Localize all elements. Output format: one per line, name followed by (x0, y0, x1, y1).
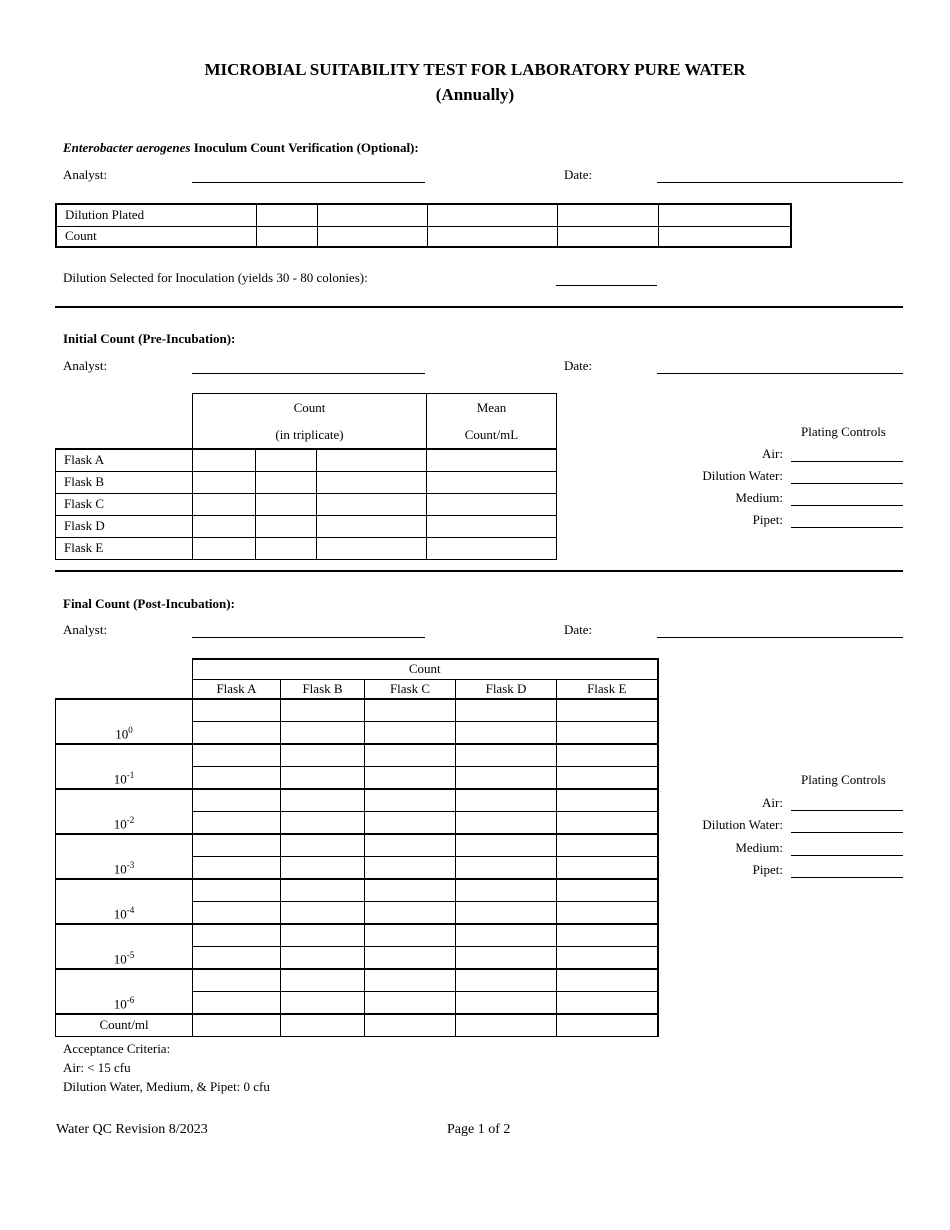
count-cell[interactable] (193, 879, 281, 902)
count-cell[interactable] (365, 744, 456, 767)
inoculum-analyst-field[interactable] (192, 182, 425, 183)
count-per-ml-cell[interactable] (365, 1014, 456, 1036)
table-row (56, 471, 557, 493)
final-control-pipet-label: Pipet: (752, 862, 783, 877)
footer-revision: Water QC Revision 8/2023 (56, 1122, 208, 1137)
count-cell[interactable] (557, 744, 658, 767)
count-cell[interactable] (365, 699, 456, 722)
count-cell[interactable] (658, 226, 791, 247)
initial-date-field[interactable] (657, 373, 903, 374)
count-cell[interactable] (317, 515, 427, 537)
page-subtitle: (Annually) (435, 85, 515, 104)
flask-c-header: Flask C (365, 679, 456, 699)
count-cell[interactable] (193, 924, 281, 947)
count-per-ml-label: Count/ml (56, 1014, 193, 1036)
flask-e-header: Flask E (557, 679, 658, 699)
final-control-dilution-water-label: Dilution Water: (702, 817, 783, 832)
table-header-row (56, 394, 557, 450)
footer-page-number: Page 1 of 2 (447, 1122, 511, 1137)
table-row (56, 493, 557, 515)
dilution-label: $10^{-6}$ (56, 969, 193, 1014)
flask-a-header: Flask A (193, 679, 281, 699)
count-cell[interactable] (256, 537, 317, 559)
count-cell[interactable] (456, 812, 557, 835)
count-cell[interactable] (193, 744, 281, 767)
count-cell[interactable] (365, 947, 456, 970)
initial-plating-controls-title: Plating Controls (801, 424, 886, 439)
initial-control-medium-field[interactable] (791, 505, 903, 506)
count-cell[interactable] (281, 812, 365, 835)
acceptance-criteria-other: Dilution Water, Medium, & Pipet: 0 cfu (63, 1079, 270, 1094)
mean-count-header: Mean Count/mL (427, 394, 557, 450)
count-cell[interactable] (456, 834, 557, 857)
count-cell[interactable] (281, 902, 365, 925)
final-control-pipet-field[interactable] (791, 877, 903, 878)
mean-cell[interactable] (427, 537, 557, 559)
table-row (56, 537, 557, 559)
count-cell[interactable] (365, 834, 456, 857)
acceptance-criteria-air: Air: < 15 cfu (63, 1060, 131, 1075)
count-cell[interactable] (456, 767, 557, 790)
final-control-air-field[interactable] (791, 810, 903, 811)
count-cell[interactable] (281, 699, 365, 722)
acceptance-criteria-title: Acceptance Criteria: (63, 1041, 171, 1056)
count-cell[interactable] (557, 226, 658, 247)
table-row (56, 924, 658, 947)
count-cell[interactable] (365, 879, 456, 902)
final-heading: Final Count (Post-Incubation): (63, 596, 235, 611)
dilution-plated-cell[interactable] (317, 204, 427, 226)
count-cell[interactable] (193, 812, 281, 835)
count-cell[interactable] (456, 902, 557, 925)
count-cell[interactable] (365, 992, 456, 1015)
count-cell[interactable] (193, 537, 256, 559)
count-cell[interactable] (256, 226, 317, 247)
mean-cell[interactable] (427, 515, 557, 537)
table-row (56, 699, 658, 722)
inoculum-heading (63, 140, 419, 156)
initial-analyst-label: Analyst: (63, 358, 108, 373)
dilution-plated-cell[interactable] (427, 204, 557, 226)
count-cell[interactable] (281, 879, 365, 902)
count-cell[interactable] (256, 515, 317, 537)
count-cell[interactable] (427, 226, 557, 247)
dilution-label: $10^{-4}$ (56, 879, 193, 924)
initial-count-table (55, 393, 557, 560)
count-cell[interactable] (281, 834, 365, 857)
count-cell[interactable] (193, 449, 256, 471)
table-row (56, 879, 658, 902)
dilution-label: $10^{-1}$ (56, 744, 193, 789)
final-control-air-label: Air: (762, 795, 783, 810)
table-row (56, 204, 791, 226)
count-cell[interactable] (193, 834, 281, 857)
table-row (56, 744, 658, 767)
count-cell[interactable] (317, 493, 427, 515)
final-control-dilution-water-field[interactable] (791, 832, 903, 833)
flask-label: Flask B (56, 471, 193, 493)
count-cell[interactable] (193, 857, 281, 880)
count-label: Count (56, 226, 256, 247)
count-cell[interactable] (365, 789, 456, 812)
count-cell[interactable] (193, 969, 281, 992)
count-cell[interactable] (193, 471, 256, 493)
count-cell[interactable] (281, 767, 365, 790)
dilution-label: $10^{-3}$ (56, 834, 193, 879)
count-cell[interactable] (557, 902, 658, 925)
dilution-plated-cell[interactable] (256, 204, 317, 226)
mean-cell[interactable] (427, 449, 557, 471)
count-cell[interactable] (365, 924, 456, 947)
count-cell[interactable] (193, 699, 281, 722)
initial-control-pipet-field[interactable] (791, 527, 903, 528)
count-per-ml-cell[interactable] (281, 1014, 365, 1036)
flask-label: Flask C (56, 493, 193, 515)
dilution-plated-cell[interactable] (557, 204, 658, 226)
count-per-ml-cell[interactable] (193, 1014, 281, 1036)
final-control-medium-field[interactable] (791, 855, 903, 856)
initial-control-dilution-water-field[interactable] (791, 483, 903, 484)
count-cell[interactable] (456, 992, 557, 1015)
final-date-field[interactable] (657, 637, 903, 638)
final-control-medium-label: Medium: (735, 840, 783, 855)
count-cell[interactable] (281, 744, 365, 767)
final-plating-controls-title: Plating Controls (801, 772, 886, 787)
count-cell[interactable] (256, 471, 317, 493)
initial-control-pipet-label: Pipet: (752, 512, 783, 527)
initial-control-dilution-water-label: Dilution Water: (702, 468, 783, 483)
final-analyst-field[interactable] (192, 637, 425, 638)
mean-cell[interactable] (427, 471, 557, 493)
section-divider (55, 570, 903, 572)
count-cell[interactable] (317, 226, 427, 247)
final-analyst-label: Analyst: (63, 622, 108, 637)
count-cell[interactable] (557, 722, 658, 745)
count-cell[interactable] (456, 969, 557, 992)
count-cell[interactable] (193, 902, 281, 925)
count-cell[interactable] (557, 699, 658, 722)
count-cell[interactable] (193, 767, 281, 790)
count-cell[interactable] (281, 789, 365, 812)
inoculum-date-label: Date: (564, 167, 593, 182)
page-title: MICROBIAL SUITABILITY TEST FOR LABORATORY PURE WATER (204, 60, 746, 79)
table-header-row (56, 659, 658, 679)
count-cell[interactable] (456, 699, 557, 722)
count-cell[interactable] (365, 969, 456, 992)
dilution-selected-label: Dilution Selected for Inoculation (yields 30 - 80 colonies): (63, 270, 368, 285)
table-row (56, 515, 557, 537)
count-cell[interactable] (456, 879, 557, 902)
dilution-label: $10^{-5}$ (56, 924, 193, 969)
flask-d-header: Flask D (456, 679, 557, 699)
initial-control-air-label: Air: (762, 446, 783, 461)
count-cell[interactable] (557, 924, 658, 947)
count-cell[interactable] (281, 857, 365, 880)
table-row (56, 1014, 658, 1036)
count-cell[interactable] (557, 969, 658, 992)
initial-date-label: Date: (564, 358, 593, 373)
count-cell[interactable] (365, 902, 456, 925)
count-cell[interactable] (456, 947, 557, 970)
flask-b-header: Flask B (281, 679, 365, 699)
inoculum-heading-text: Inoculum Count Verification (Optional): (190, 140, 419, 155)
count-cell[interactable] (456, 924, 557, 947)
count-cell[interactable] (256, 493, 317, 515)
initial-control-air-field[interactable] (791, 461, 903, 462)
count-cell[interactable] (281, 722, 365, 745)
dilution-label: $10^{-2}$ (56, 789, 193, 834)
count-cell[interactable] (557, 879, 658, 902)
table-header-row (56, 679, 658, 699)
table-row (56, 834, 658, 857)
count-cell[interactable] (365, 767, 456, 790)
count-cell[interactable] (456, 857, 557, 880)
count-cell[interactable] (317, 449, 427, 471)
count-cell[interactable] (193, 722, 281, 745)
inoculum-table (55, 203, 792, 248)
initial-analyst-field[interactable] (192, 373, 425, 374)
count-cell[interactable] (557, 767, 658, 790)
count-cell[interactable] (456, 789, 557, 812)
dilution-label: $10^0$ (56, 699, 193, 744)
count-cell[interactable] (281, 924, 365, 947)
flask-label: Flask D (56, 515, 193, 537)
final-count-table (55, 658, 659, 1037)
flask-label: Flask A (56, 449, 193, 471)
count-per-ml-cell[interactable] (456, 1014, 557, 1036)
final-date-label: Date: (564, 622, 593, 637)
count-cell[interactable] (365, 857, 456, 880)
count-cell[interactable] (365, 722, 456, 745)
count-cell[interactable] (193, 947, 281, 970)
count-cell[interactable] (256, 449, 317, 471)
count-cell[interactable] (281, 969, 365, 992)
count-cell[interactable] (193, 515, 256, 537)
count-triplicate-header: Count (in triplicate) (193, 394, 427, 450)
count-cell[interactable] (281, 992, 365, 1015)
count-cell[interactable] (365, 812, 456, 835)
initial-heading: Initial Count (Pre-Incubation): (63, 331, 236, 346)
count-cell[interactable] (193, 493, 256, 515)
count-cell[interactable] (317, 537, 427, 559)
count-cell[interactable] (456, 722, 557, 745)
inoculum-analyst-label: Analyst: (63, 167, 108, 182)
dilution-plated-label: Dilution Plated (56, 204, 256, 226)
count-cell[interactable] (317, 471, 427, 493)
table-row (56, 969, 658, 992)
table-row (56, 226, 791, 247)
flask-label: Flask E (56, 537, 193, 559)
count-cell[interactable] (456, 744, 557, 767)
initial-control-medium-label: Medium: (735, 490, 783, 505)
count-per-ml-cell[interactable] (557, 1014, 658, 1036)
count-cell[interactable] (557, 947, 658, 970)
dilution-plated-cell[interactable] (658, 204, 791, 226)
table-row (56, 789, 658, 812)
count-header: Count (193, 659, 658, 679)
count-cell[interactable] (193, 992, 281, 1015)
section-divider (55, 306, 903, 308)
mean-cell[interactable] (427, 493, 557, 515)
table-row (56, 449, 557, 471)
dilution-selected-field[interactable] (556, 285, 657, 286)
inoculum-date-field[interactable] (657, 182, 903, 183)
inoculum-heading-organism: Enterobacter aerogenes (63, 140, 191, 155)
count-cell[interactable] (281, 947, 365, 970)
count-cell[interactable] (557, 992, 658, 1015)
count-cell[interactable] (193, 789, 281, 812)
